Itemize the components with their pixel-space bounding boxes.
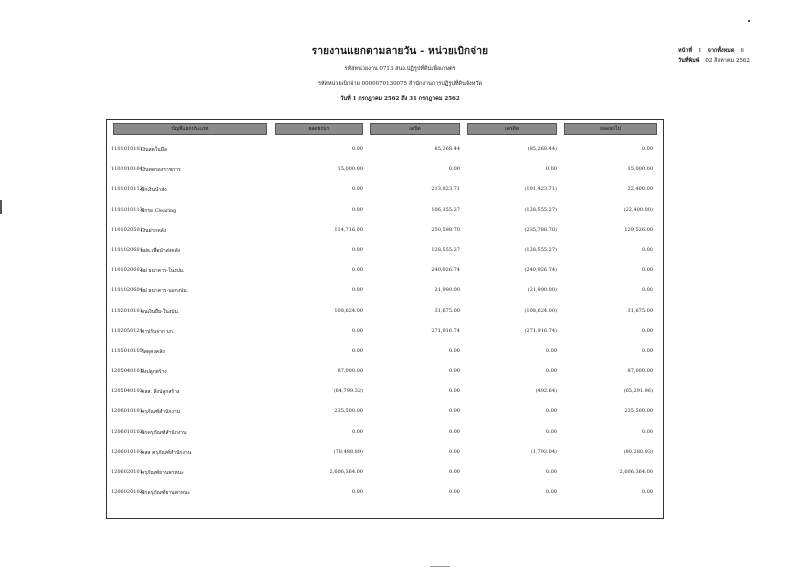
brought-forward-value: 0.00 [351,246,363,253]
brought-forward-value: 0.00 [351,206,363,213]
table-row [107,463,663,483]
debit-value: 21,990.00 [434,287,460,294]
total-pages: 6 [740,48,744,54]
carried-forward-value: 0.00 [641,428,653,435]
table-row [107,443,663,463]
debit-value: 31,675.00 [434,307,460,314]
brought-forward-value: 0.00 [351,287,363,294]
debit-value: 128,555.27 [431,246,460,253]
credit-value: (492.64) [535,388,557,395]
account-code: 1206010101 [111,408,143,415]
account-name: คสส ครุภัณฑ์สำนักงาน [141,449,192,456]
table-row [107,342,663,362]
brought-forward-value: 108,624.00 [334,307,363,314]
debit-value: 0.00 [448,428,460,435]
carried-forward-value: 129,526.00 [624,226,653,233]
carried-forward-value: (22,400.00) [623,206,653,213]
table-row [107,180,663,200]
brought-forward-value: 114,716.00 [334,226,363,233]
debit-value: 0.00 [448,448,460,455]
account-code: 1101020603 [111,267,143,274]
carried-forward-value: 0.00 [641,287,653,294]
credit-value: 0.00 [545,166,557,173]
table-row [107,402,663,422]
account-name: ผฝธ.เพื่อนำส่งคลัง [141,247,181,254]
account-code: 1102010101 [111,307,143,314]
account-code: 1101020601 [111,246,143,253]
credit-value: (271,916.74) [524,327,557,334]
account-name: เงินทดรองราชการ [141,167,181,174]
debit-value: 250,598.70 [431,226,460,233]
account-name: ค่าปรับจาก บก. [141,328,175,335]
credit-value: (108,624.00) [524,307,557,314]
table-row [107,483,663,503]
debit-value: 0.00 [448,469,460,475]
account-code: 1206020101 [111,469,143,475]
page-info [678,46,750,66]
credit-value: (128,555.27) [524,246,557,253]
account-name: พักครุภัณฑ์ยานพาหนะ [141,490,191,497]
account-code: 1105010105 [111,347,143,354]
brought-forward-value: 0.00 [351,428,363,435]
account-code: 1101020604 [111,287,143,294]
account-name: ผฝ ธนาคาร-ในงปม. [141,268,185,275]
debit-value: 0.00 [448,368,460,375]
brought-forward-value: (64,799.32) [333,388,363,395]
report-period: วันที่ 1 กรกฎาคม 2562 ถึง 31 กรกฎาคม 2562 [340,96,460,102]
credit-value: (240,926.74) [524,267,557,274]
account-code: 1101010113 [111,206,143,213]
col-header-debit: เดบิต [370,123,460,135]
table-header [107,120,663,140]
brought-forward-value: 0.00 [351,267,363,274]
col-header-credit: เครดิต [467,123,557,135]
ledger-table [106,119,664,519]
carried-forward-value: 0.00 [641,146,653,152]
credit-value: 0.00 [545,368,557,375]
account-code: 1101010112 [111,186,143,193]
account-name: ผฝ ธนาคาร-นอกงปม. [141,288,189,295]
table-row [107,281,663,301]
debit-value: 213,823.71 [431,186,460,193]
account-code: 1206020102 [111,489,143,496]
table-row [107,140,663,160]
carried-forward-value: (80,280.93) [623,448,653,455]
account-code: 1206010102 [111,428,143,435]
total-pages-label: จากทั้งหมด [707,48,735,54]
brought-forward-value: 0.00 [351,186,363,193]
carried-forward-value: 235,500.00 [624,408,653,415]
carried-forward-value: 0.00 [641,489,653,496]
debit-value: 0.00 [448,166,460,173]
credit-value: (1,792.04) [530,448,557,455]
col-header-brought-forward: ยอดยกมา [275,123,363,135]
disbursement-unit-line: รหัสหน่วยเบิกจ่าย 0000070130075 สำนักงานการปฏิรูปที่ดินจังหวัด [317,81,483,87]
credit-value: 0.00 [545,347,557,354]
carried-forward-value: 87,000.00 [627,368,653,375]
carried-forward-value: 31,675.00 [627,307,653,314]
credit-value: (128,555.27) [524,206,557,213]
account-name: พักเงินนำส่ง [141,187,167,194]
brought-forward-value: (78,488.89) [333,448,363,455]
scan-edge-mark [0,200,2,214]
col-header-carried-forward: ยอดยกไป [564,123,657,135]
account-name: สิ่งปลูกสร้าง [141,369,167,376]
carried-forward-value: 22,400.00 [627,186,653,193]
debit-value: 0.00 [448,489,460,496]
brought-forward-value: 15,000.00 [337,166,363,173]
carried-forward-value: 0.00 [641,327,653,334]
account-name: ครุภัณฑ์ยานพาหนะ [141,470,184,476]
credit-value: (235,788.70) [524,226,557,233]
debit-value: 240,926.74 [431,267,460,274]
agency-line: รหัสหน่วยงาน 0713 สนง.ปฏิรูปที่ดินเพื่อเกษตร [344,66,456,72]
credit-value: 0.00 [545,428,557,435]
table-body [107,140,663,503]
account-code: 1206010103 [111,448,143,455]
carried-forward-value: 15,000.00 [627,166,653,173]
debit-value: 85,268.44 [434,146,460,152]
account-name: เงินสดในมือ [141,147,168,153]
table-row [107,201,663,221]
report-title: รายงานแยกตามลายวัน - หน่วยเบิกจ่าย [311,46,489,57]
brought-forward-value: 0.00 [351,146,363,152]
carried-forward-value: 0.00 [641,347,653,354]
carried-forward-value: (65,291.96) [623,388,653,395]
debit-value: 0.00 [448,347,460,354]
table-row [107,302,663,322]
account-name: พักรอ Clearing [141,207,177,214]
account-code: 1101010101 [111,146,143,152]
page-label: หน้าที่ [678,48,693,54]
table-row [107,382,663,402]
credit-value: 0.00 [545,469,557,475]
brought-forward-value: 0.00 [351,489,363,496]
carried-forward-value: 0.00 [641,246,653,253]
credit-value: 0.00 [545,489,557,496]
account-code: 1205040101 [111,368,143,375]
brought-forward-value: 0.00 [351,347,363,354]
page-number: 1 [698,48,702,54]
brought-forward-value: 0.00 [351,327,363,334]
account-name: เงินฝากคลัง [141,227,167,234]
debit-value: 106,155.27 [431,206,460,213]
table-row [107,221,663,241]
debit-value: 0.00 [448,388,460,395]
table-row [107,362,663,382]
table-row [107,423,663,443]
account-name: ครุภัณฑ์สำนักงาน [141,409,181,416]
brought-forward-value: 2,606,364.00 [329,469,363,475]
account-name: วัสดุคงคลัง [141,348,165,355]
credit-value: (85,268.44) [527,146,557,152]
table-row [107,322,663,342]
brought-forward-value: 235,500.00 [334,408,363,415]
print-date-label: วันที่พิมพ์ [678,58,700,64]
account-name: คสส. สิ่งปลูกสร้าง [141,389,180,396]
table-row [107,241,663,261]
carried-forward-value: 0.00 [641,267,653,274]
account-code: 1205040103 [111,388,143,395]
credit-value: (21,990.00) [527,287,557,294]
carried-forward-value: 2,606,364.00 [619,469,653,475]
scan-bottom-mark [430,566,450,567]
credit-value: (191,423.71) [524,186,557,193]
account-name: พักครุภัณฑ์สำนักงาน [141,429,187,436]
account-code: 1102050124 [111,327,143,334]
table-row [107,160,663,180]
debit-value: 271,916.74 [431,327,460,334]
print-date: 02 สิงหาคม 2562 [705,58,750,64]
account-code: 1101020501 [111,226,143,233]
account-name: ลนเงินยืม-ในงปม. [141,308,180,315]
scan-speck [748,20,750,22]
debit-value: 0.00 [448,408,460,415]
brought-forward-value: 87,000.00 [337,368,363,375]
credit-value: 0.00 [545,408,557,415]
col-header-account: บัญชีแยกประเภท [113,123,267,135]
table-row [107,261,663,281]
account-code: 1101010104 [111,166,143,173]
